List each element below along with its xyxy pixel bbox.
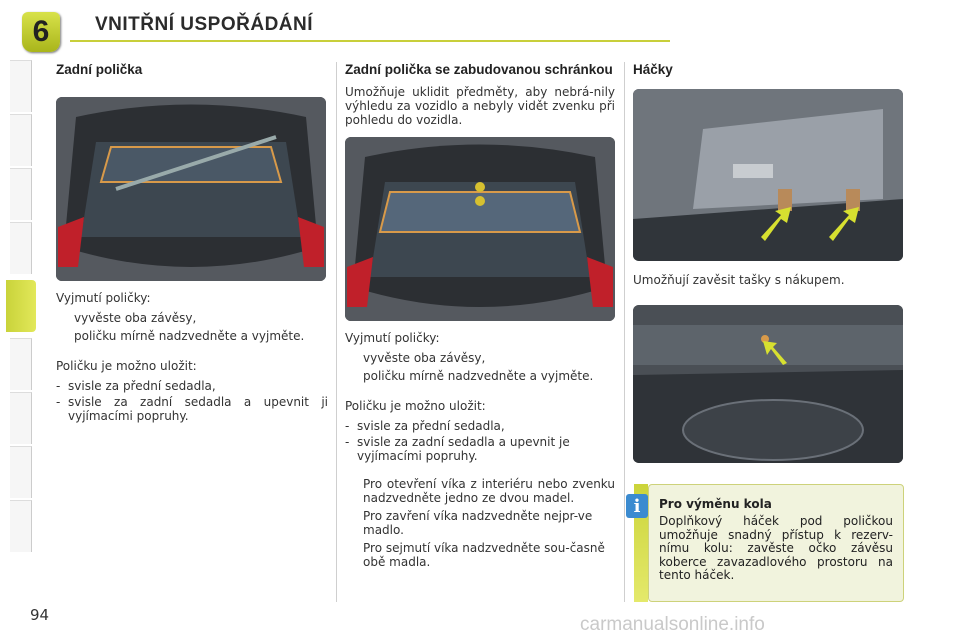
info-icon: i [626,494,648,518]
chapter-tab[interactable] [10,446,32,498]
pointer-icon [345,541,363,569]
storage-label: Poličku je možno uložit: [345,399,486,413]
page-header [0,0,960,50]
info-title: Pro výměnu kola [659,497,772,511]
chapter-tab[interactable] [10,222,32,274]
chapter-tab[interactable] [10,392,32,444]
storage-label: Poličku je možno uložit: [56,359,197,373]
photo-hooks [633,89,903,261]
list-item: - svisle za přední sedadla, [56,379,216,393]
list-item: poličku mírně nadzvedněte a vyjměte. [345,369,615,383]
chapter-badge: 6 [22,12,60,52]
section-heading: Zadní polička se zabudovanou schránkou [345,62,613,77]
chapter-tab[interactable] [10,168,32,220]
section-intro: Umožňuje uklidit předměty, aby nebrá-nily výhledu za vozidlo a nebyly vidět zvenku při pohledu do vozidla. [345,85,615,127]
page-title: VNITŘNÍ USPOŘÁDÁNÍ [95,14,314,35]
removal-label: Vyjmutí poličky: [345,331,440,345]
list-item: Pro zavření víka nadzvedněte nejpr-ve madlo. [345,509,615,537]
column-divider [336,62,337,602]
chapter-tab[interactable] [10,60,32,112]
hooks-caption: Umožňují zavěsit tašky s nákupem. [633,273,845,287]
section-heading: Zadní polička [56,62,143,77]
list-item: - svisle za přední sedadla, [345,419,505,433]
info-text: Doplňkový háček pod poličkou umožňuje snadný přístup k rezerv-nímu kolu: zavěste očko závěsu koberce zavazadlového prostoru na tento háček. [659,514,893,582]
list-item: vyvěste oba závěsy, [56,311,328,325]
list-item: Pro otevření víka z interiéru nebo zvenku nadzvedněte jedno ze dvou madel. [345,477,615,505]
watermark: carmanualsonline.info [580,614,765,635]
photo-shelf-storage [345,137,615,321]
pointer-icon [345,351,363,365]
section-rear-shelf [56,62,328,425]
list-item: poličku mírně nadzvedněte a vyjměte. [56,329,328,343]
section-hooks [633,62,903,463]
pointer-icon [345,509,363,537]
photo-spare-wheel-hook [633,305,903,463]
list-item: - svisle za zadní sedadla a upevnit je vyjímacími popruhy. [345,435,570,463]
photo-rear-shelf [56,97,326,281]
list-item: vyvěste oba závěsy, [345,351,615,365]
list-item: - svisle za zadní sedadla a upevnit ji vyjímacími popruhy. [56,395,328,423]
pointer-icon [345,369,363,383]
pointer-icon [56,329,74,343]
info-box [648,484,904,602]
chapter-tab-active[interactable] [6,280,36,332]
pointer-icon [56,311,74,325]
column-divider [624,62,625,602]
removal-label: Vyjmutí poličky: [56,291,151,305]
chapter-tab[interactable] [10,114,32,166]
page-number: 94 [30,606,50,624]
chapter-tab[interactable] [10,338,32,390]
chapter-tabs [0,60,34,580]
section-shelf-with-storage [345,62,615,573]
pointer-icon [345,477,363,505]
list-item: Pro sejmutí víka nadzvedněte sou-časně obě madla. [345,541,615,569]
chapter-tab[interactable] [10,500,32,552]
section-heading: Háčky [633,62,673,77]
